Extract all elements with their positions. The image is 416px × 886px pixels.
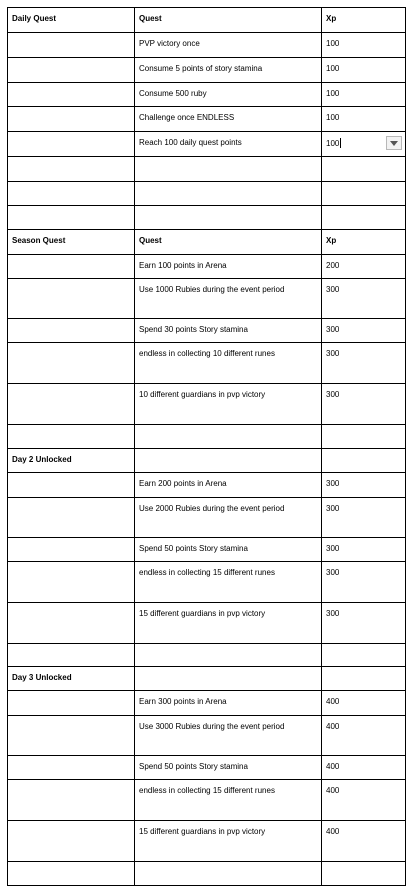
xp-cell[interactable] bbox=[322, 230, 406, 255]
quest-cell[interactable] bbox=[135, 473, 322, 498]
quest-cell[interactable] bbox=[135, 384, 322, 425]
section-cell[interactable] bbox=[8, 780, 135, 821]
table-row bbox=[8, 157, 406, 182]
cell-text: 100 bbox=[326, 89, 340, 98]
xp-cell[interactable] bbox=[322, 716, 406, 756]
table-row bbox=[8, 132, 406, 157]
quest-cell[interactable] bbox=[135, 498, 322, 538]
cell-text: 400 bbox=[326, 722, 340, 731]
cell-text: 100 bbox=[326, 139, 340, 148]
cell-text: Earn 300 points in Arena bbox=[139, 697, 227, 706]
cell-text: Spend 50 points Story stamina bbox=[139, 544, 248, 553]
quest-cell[interactable] bbox=[135, 8, 322, 33]
table-row bbox=[8, 8, 406, 33]
cell-text: Challenge once ENDLESS bbox=[139, 113, 235, 122]
section-cell[interactable] bbox=[8, 8, 135, 33]
quest-cell[interactable] bbox=[135, 230, 322, 255]
cell-text: Xp bbox=[326, 14, 337, 23]
section-cell[interactable] bbox=[8, 58, 135, 83]
quest-table bbox=[7, 7, 406, 886]
xp-cell[interactable] bbox=[322, 58, 406, 83]
quest-cell[interactable] bbox=[135, 107, 322, 132]
quest-cell[interactable] bbox=[135, 157, 322, 182]
quest-cell[interactable] bbox=[135, 603, 322, 644]
cell-text: Spend 50 points Story stamina bbox=[139, 762, 248, 771]
xp-cell[interactable] bbox=[322, 8, 406, 33]
quest-cell[interactable] bbox=[135, 33, 322, 58]
quest-cell[interactable] bbox=[135, 756, 322, 780]
table-row bbox=[8, 33, 406, 58]
quest-cell[interactable] bbox=[135, 667, 322, 691]
cell-text: 400 bbox=[326, 827, 340, 836]
quest-cell[interactable] bbox=[135, 862, 322, 886]
quest-cell[interactable] bbox=[135, 343, 322, 384]
table-row bbox=[8, 498, 406, 538]
quest-cell[interactable] bbox=[135, 716, 322, 756]
quest-cell[interactable] bbox=[135, 132, 322, 157]
section-cell[interactable] bbox=[8, 821, 135, 862]
cell-text: Use 3000 Rubies during the event period bbox=[139, 722, 285, 731]
cell-text: 100 bbox=[326, 39, 340, 48]
table-row bbox=[8, 182, 406, 206]
cell-text: Earn 100 points in Arena bbox=[139, 261, 227, 270]
quest-cell[interactable] bbox=[135, 449, 322, 473]
xp-cell[interactable] bbox=[322, 821, 406, 862]
cell-text: Quest bbox=[139, 236, 162, 245]
section-cell[interactable] bbox=[8, 255, 135, 279]
cell-text: 300 bbox=[326, 544, 340, 553]
cell-text: 300 bbox=[326, 504, 340, 513]
xp-cell[interactable] bbox=[322, 343, 406, 384]
xp-cell[interactable] bbox=[322, 83, 406, 107]
cell-text: 200 bbox=[326, 261, 340, 270]
xp-cell[interactable] bbox=[322, 644, 406, 667]
quest-cell[interactable] bbox=[135, 319, 322, 343]
quest-cell[interactable] bbox=[135, 182, 322, 206]
section-cell[interactable] bbox=[8, 644, 135, 667]
quest-cell[interactable] bbox=[135, 538, 322, 562]
section-cell[interactable] bbox=[8, 279, 135, 319]
cell-text: Use 2000 Rubies during the event period bbox=[139, 504, 285, 513]
section-cell[interactable] bbox=[8, 473, 135, 498]
quest-cell[interactable] bbox=[135, 206, 322, 230]
quest-cell[interactable] bbox=[135, 425, 322, 449]
section-cell[interactable] bbox=[8, 449, 135, 473]
cell-text: 300 bbox=[326, 285, 340, 294]
section-cell[interactable] bbox=[8, 716, 135, 756]
xp-cell[interactable] bbox=[322, 206, 406, 230]
section-cell[interactable] bbox=[8, 132, 135, 157]
quest-cell[interactable] bbox=[135, 255, 322, 279]
xp-cell[interactable] bbox=[322, 562, 406, 603]
xp-cell[interactable] bbox=[322, 157, 406, 182]
section-cell[interactable] bbox=[8, 562, 135, 603]
table-row bbox=[8, 473, 406, 498]
table-row bbox=[8, 206, 406, 230]
section-cell[interactable] bbox=[8, 425, 135, 449]
cell-text: Quest bbox=[139, 14, 162, 23]
cell-text: endless in collecting 15 different runes bbox=[139, 786, 275, 795]
xp-cell[interactable] bbox=[322, 33, 406, 58]
cell-text: Season Quest bbox=[12, 236, 66, 245]
cell-text: Day 3 Unlocked bbox=[12, 673, 72, 682]
table-row bbox=[8, 716, 406, 756]
cell-text: 300 bbox=[326, 479, 340, 488]
cell-text: Consume 5 points of story stamina bbox=[139, 64, 263, 73]
xp-cell[interactable] bbox=[322, 255, 406, 279]
xp-cell[interactable] bbox=[322, 132, 406, 157]
section-cell[interactable] bbox=[8, 862, 135, 886]
xp-cell[interactable] bbox=[322, 449, 406, 473]
table-row bbox=[8, 821, 406, 862]
quest-cell[interactable] bbox=[135, 780, 322, 821]
xp-cell[interactable] bbox=[322, 279, 406, 319]
table-row bbox=[8, 644, 406, 667]
cell-text: Reach 100 daily quest points bbox=[139, 138, 242, 147]
cell-text: Xp bbox=[326, 236, 337, 245]
xp-cell[interactable] bbox=[322, 384, 406, 425]
quest-cell[interactable] bbox=[135, 58, 322, 83]
quest-cell[interactable] bbox=[135, 83, 322, 107]
section-cell[interactable] bbox=[8, 603, 135, 644]
dropdown-arrow-icon[interactable] bbox=[386, 136, 402, 150]
section-cell[interactable] bbox=[8, 498, 135, 538]
quest-cell[interactable] bbox=[135, 821, 322, 862]
table-row bbox=[8, 319, 406, 343]
xp-cell[interactable] bbox=[322, 862, 406, 886]
cell-text: Consume 500 ruby bbox=[139, 89, 207, 98]
cell-text: Earn 200 points in Arena bbox=[139, 479, 227, 488]
cell-text: 15 different guardians in pvp victory bbox=[139, 827, 266, 836]
table-row bbox=[8, 780, 406, 821]
table-row bbox=[8, 562, 406, 603]
section-cell[interactable] bbox=[8, 384, 135, 425]
table-row bbox=[8, 58, 406, 83]
section-cell[interactable] bbox=[8, 756, 135, 780]
cell-text: 300 bbox=[326, 325, 340, 334]
table-row bbox=[8, 83, 406, 107]
quest-cell[interactable] bbox=[135, 279, 322, 319]
xp-cell[interactable] bbox=[322, 538, 406, 562]
xp-cell[interactable] bbox=[322, 425, 406, 449]
cell-text: 15 different guardians in pvp victory bbox=[139, 609, 266, 618]
table-row bbox=[8, 603, 406, 644]
section-cell[interactable] bbox=[8, 691, 135, 716]
cell-text: 10 different guardians in pvp victory bbox=[139, 390, 266, 399]
quest-table-sheet bbox=[7, 7, 405, 886]
section-cell[interactable] bbox=[8, 182, 135, 206]
cell-text: 400 bbox=[326, 762, 340, 771]
xp-cell[interactable] bbox=[322, 182, 406, 206]
text-cursor bbox=[340, 138, 341, 148]
cell-text: 100 bbox=[326, 64, 340, 73]
xp-cell[interactable] bbox=[322, 473, 406, 498]
quest-cell[interactable] bbox=[135, 691, 322, 716]
cell-text: 400 bbox=[326, 786, 340, 795]
table-row bbox=[8, 449, 406, 473]
cell-text: 300 bbox=[326, 609, 340, 618]
table-row bbox=[8, 756, 406, 780]
xp-cell[interactable] bbox=[322, 319, 406, 343]
table-row bbox=[8, 667, 406, 691]
section-cell[interactable] bbox=[8, 107, 135, 132]
table-row bbox=[8, 862, 406, 886]
section-cell[interactable] bbox=[8, 538, 135, 562]
xp-cell[interactable] bbox=[322, 756, 406, 780]
cell-text: Use 1000 Rubies during the event period bbox=[139, 285, 285, 294]
cell-text: 400 bbox=[326, 697, 340, 706]
xp-cell[interactable] bbox=[322, 780, 406, 821]
cell-text: Day 2 Unlocked bbox=[12, 455, 72, 464]
section-cell[interactable] bbox=[8, 33, 135, 58]
table-row bbox=[8, 230, 406, 255]
cell-text: endless in collecting 10 different runes bbox=[139, 349, 275, 358]
cell-text: endless in collecting 15 different runes bbox=[139, 568, 275, 577]
table-row bbox=[8, 384, 406, 425]
cell-text: 300 bbox=[326, 568, 340, 577]
quest-table-body bbox=[8, 8, 406, 886]
table-row bbox=[8, 255, 406, 279]
quest-cell[interactable] bbox=[135, 562, 322, 603]
cell-text: Daily Quest bbox=[12, 14, 57, 23]
xp-cell[interactable] bbox=[322, 667, 406, 691]
cell-text: PVP victory once bbox=[139, 39, 200, 48]
xp-cell[interactable] bbox=[322, 691, 406, 716]
cell-text: 300 bbox=[326, 390, 340, 399]
xp-cell[interactable] bbox=[322, 498, 406, 538]
table-row bbox=[8, 425, 406, 449]
section-cell[interactable] bbox=[8, 230, 135, 255]
xp-cell[interactable] bbox=[322, 603, 406, 644]
cell-text: 100 bbox=[326, 113, 340, 122]
cell-text: 300 bbox=[326, 349, 340, 358]
section-cell[interactable] bbox=[8, 83, 135, 107]
section-cell[interactable] bbox=[8, 157, 135, 182]
table-row bbox=[8, 107, 406, 132]
section-cell[interactable] bbox=[8, 206, 135, 230]
quest-cell[interactable] bbox=[135, 644, 322, 667]
section-cell[interactable] bbox=[8, 343, 135, 384]
cell-text: Spend 30 points Story stamina bbox=[139, 325, 248, 334]
table-row bbox=[8, 279, 406, 319]
table-row bbox=[8, 538, 406, 562]
table-row bbox=[8, 343, 406, 384]
section-cell[interactable] bbox=[8, 667, 135, 691]
xp-cell[interactable] bbox=[322, 107, 406, 132]
section-cell[interactable] bbox=[8, 319, 135, 343]
table-row bbox=[8, 691, 406, 716]
